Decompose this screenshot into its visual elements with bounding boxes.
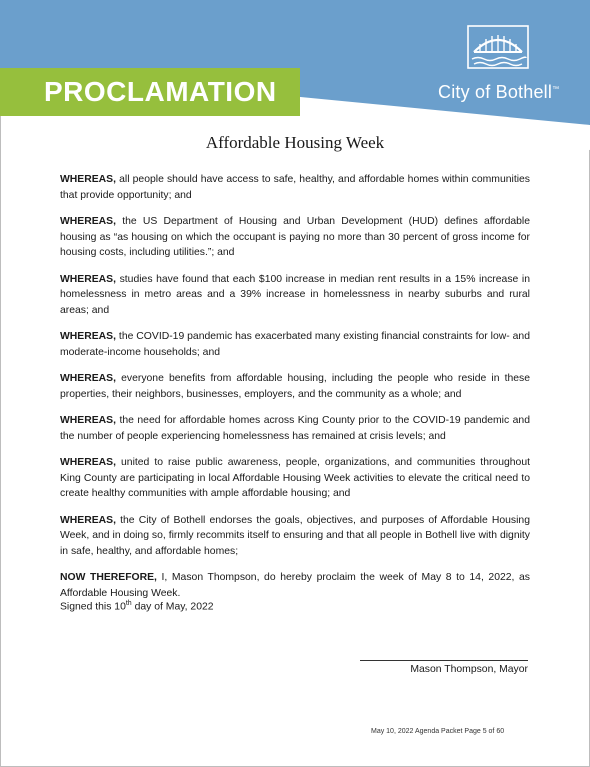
proclamation-body — [60, 172, 530, 612]
whereas-paragraph — [60, 371, 530, 402]
signed-suffix: day of May, 2022 — [131, 601, 214, 613]
page-footer: May 10, 2022 Agenda Packet Page 5 of 60 — [371, 728, 505, 735]
paragraph-lead: WHEREAS, — [60, 273, 116, 285]
proclamation-label: PROCLAMATION — [44, 76, 277, 107]
paragraph-text: the COVID-19 pandemic has exacerbated many existing financial constraints for low- and moderate-income households; and — [60, 331, 530, 358]
signatory-name: Mason Thompson, Mayor — [410, 664, 528, 675]
city-name — [438, 79, 578, 103]
now-therefore-paragraph — [60, 570, 530, 601]
paragraph-lead: WHEREAS, — [60, 373, 116, 384]
signed-date — [60, 600, 214, 612]
paragraph-text: studies have found that each $100 increase in median rent results in a 15% increase in homelessness in metro areas and a 39% increase in homelessness in nearby suburbs and rural areas; and — [60, 273, 530, 316]
city-name-text: City of Bothell — [438, 82, 553, 102]
paragraph-lead: WHEREAS, — [60, 514, 116, 526]
bridge-logo-icon — [462, 22, 534, 72]
whereas-paragraph — [60, 214, 530, 261]
whereas-paragraph — [60, 329, 530, 360]
paragraph-lead: WHEREAS, — [60, 174, 116, 185]
paragraph-text: I, Mason Thompson, do hereby proclaim the week of May 8 to 14, 2022, as Affordable Housing Week. — [60, 572, 530, 599]
whereas-paragraph — [60, 172, 530, 203]
paragraph-text: the need for affordable homes across King County prior to the COVID-19 pandemic and the number of people experiencing homelessness has remained at crisis levels; and — [60, 415, 530, 442]
paragraph-lead: WHEREAS, — [60, 331, 116, 342]
paragraph-text: united to raise public awareness, people, organizations, and communities throughout King County are participating in local Affordable Housing Week activities to elevate the critical need to create healthy communities with ample affordable housing; and — [60, 457, 530, 499]
document-title: Affordable Housing Week — [205, 133, 385, 152]
signature-line — [360, 660, 528, 661]
paragraph-text: the City of Bothell endorses the goals, objectives, and purposes of Affordable Housing Week, and in doing so, firmly recommits itself to ensuring and that all people in Bothell live with dignity in safe, healthy, and affordable homes; — [60, 514, 530, 557]
paragraph-lead: WHEREAS, — [60, 415, 116, 426]
paragraph-text: all people should have access to safe, healthy, and affordable homes within communities that provide opportunity; and — [60, 174, 530, 201]
whereas-paragraph — [60, 455, 530, 502]
signed-prefix: Signed this 10 — [60, 601, 126, 613]
signed-ordinal: th — [125, 600, 132, 607]
paragraph-lead: NOW THEREFORE, — [60, 572, 157, 583]
paragraph-text: everyone benefits from affordable housing, including the people who reside in these properties, their neighbors, businesses, employers, and the community as a whole; and — [60, 373, 530, 400]
paragraph-text: the US Department of Housing and Urban Development (HUD) defines affordable housing as “as housing on which the occupant is paying no more than 30 percent of gross income for housing costs, including utilities.”; and — [60, 216, 530, 258]
whereas-paragraph — [60, 272, 530, 319]
trademark-symbol: ™ — [552, 86, 560, 93]
paragraph-lead: WHEREAS, — [60, 216, 116, 227]
paragraph-lead: WHEREAS, — [60, 457, 116, 468]
whereas-paragraph — [60, 513, 530, 560]
whereas-paragraph — [60, 413, 530, 444]
